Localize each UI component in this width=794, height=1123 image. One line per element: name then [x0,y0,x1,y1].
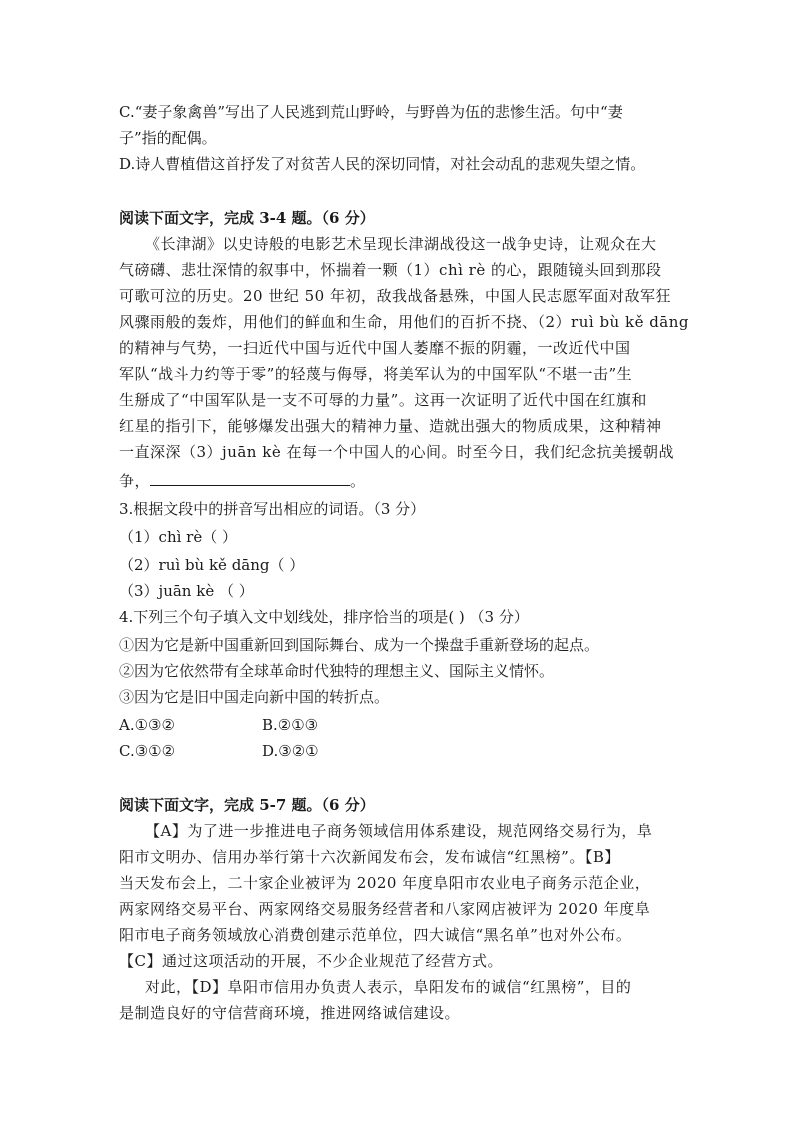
section-heading-3-4: 阅读下面文字，完成 3-4 题。（6 分） [119,209,375,227]
passage-line: 的精神与气势，一扫近代中国与近代中国人萎靡不振的阴霾，一改近代中国 [119,339,631,357]
q4-sentence-2: ②因为它依然带有全球革命时代独特的理想主义、国际主义情怀。 [119,662,555,680]
q4-stem: 4.下列三个句子填入文中划线处，排序恰当的项是( ) （3 分） [119,608,529,626]
passage-line: 红星的指引下，能够爆发出强大的精神力量、造就出强大的物质成果，这种精神 [119,417,662,435]
section-heading-5-7: 阅读下面文字，完成 5-7 题。（6 分） [119,796,375,814]
q4-option-d: D.③②① [262,742,319,760]
q3-stem: 3.根据文段中的拼音写出相应的词语。（3 分） [119,500,426,518]
q2-option-c-line1: C.“妻子象禽兽”写出了人民逃到荒山野岭，与野兽为伍的悲惨生活。句中“妻 [119,103,623,121]
passage-line: 气磅礴、悲壮深情的叙事中，怀揣着一颗（1）chì rè 的心，跟随镜头回到那段 [119,261,662,279]
passage-line: 一直深深（3）juān kè 在每一个中国人的心间。时至今日，我们纪念抗美援朝战 [119,443,674,461]
passage2-line: 【C】通过这项活动的开展，不少企业规范了经营方式。 [119,952,503,970]
q3-item-2: （2）ruì bù kě dāng（ ） [119,556,305,574]
passage-line: 《长津湖》以史诗般的电影艺术呈现长津湖战役这一战争史诗，让观众在大 [145,235,657,253]
q3-item-3: （3）juān kè （ ） [119,582,254,600]
passage2-line: 阳市文明办、信用办举行第十六次新闻发布会，发布诚信“红黑榜”。【B】 [119,848,620,866]
q3-item-1: （1）chì rè（ ） [119,528,237,546]
q4-option-row [119,714,175,736]
q4-option-b: B.②①③ [262,716,319,734]
passage-line: 生掰成了“中国军队是一支不可辱的力量”。这再一次证明了近代中国在红旗和 [119,391,647,409]
passage-line: 军队“战斗力约等于零”的轻蔑与侮辱，将美军认为的中国军队“不堪一击”生 [119,365,633,383]
passage2-line: 阳市电子商务领域放心消费创建示范单位，四大诚信“黑名单”也对外公布。 [119,926,632,944]
passage2-line: 是制造良好的守信营商环境，推进网络诚信建设。 [119,1004,461,1022]
passage-text: 争， [119,472,151,490]
passage2-line: 当天发布会上，二十家企业被评为 2020 年度阜阳市农业电子商务示范企业， [119,874,651,892]
q4-sentence-3: ③因为它是旧中国走向新中国的转折点。 [119,688,390,706]
q4-sentence-1: ①因为它是新中国重新回到国际舞台、成为一个操盘手重新登场的起点。 [119,636,600,654]
q2-option-d: D.诗人曹植借这首抒发了对贫苦人民的深切同情，对社会动乱的悲观失望之情。 [119,155,646,173]
q4-option-a: A.①③② [119,716,175,734]
q4-option-c: C.③①② [119,742,176,760]
passage-period: 。 [350,472,366,490]
passage-line-with-blank [119,470,366,492]
passage2-line: 两家网络交易平台、两家网络交易服务经营者和八家网店被评为 2020 年度阜 [119,900,651,918]
passage2-line: 对此，【D】阜阳市信用办负责人表示，阜阳发布的诚信“红黑榜”，目的 [145,978,632,996]
q2-option-c-line2: 子”指的配偶。 [119,129,217,147]
passage2-line: 【A】为了进一步推进电子商务领域信用体系建设，规范网络交易行为，阜 [145,822,653,840]
answer-blank-underline [150,470,350,486]
passage-line: 风骤雨般的轰炸，用他们的鲜血和生命，用他们的百折不挠、（2）ruì bù kě dāng [119,313,690,331]
passage-line: 可歌可泣的历史。20 世纪 50 年初，敌我战备悬殊，中国人民志愿军面对敌军狂 [119,287,671,305]
